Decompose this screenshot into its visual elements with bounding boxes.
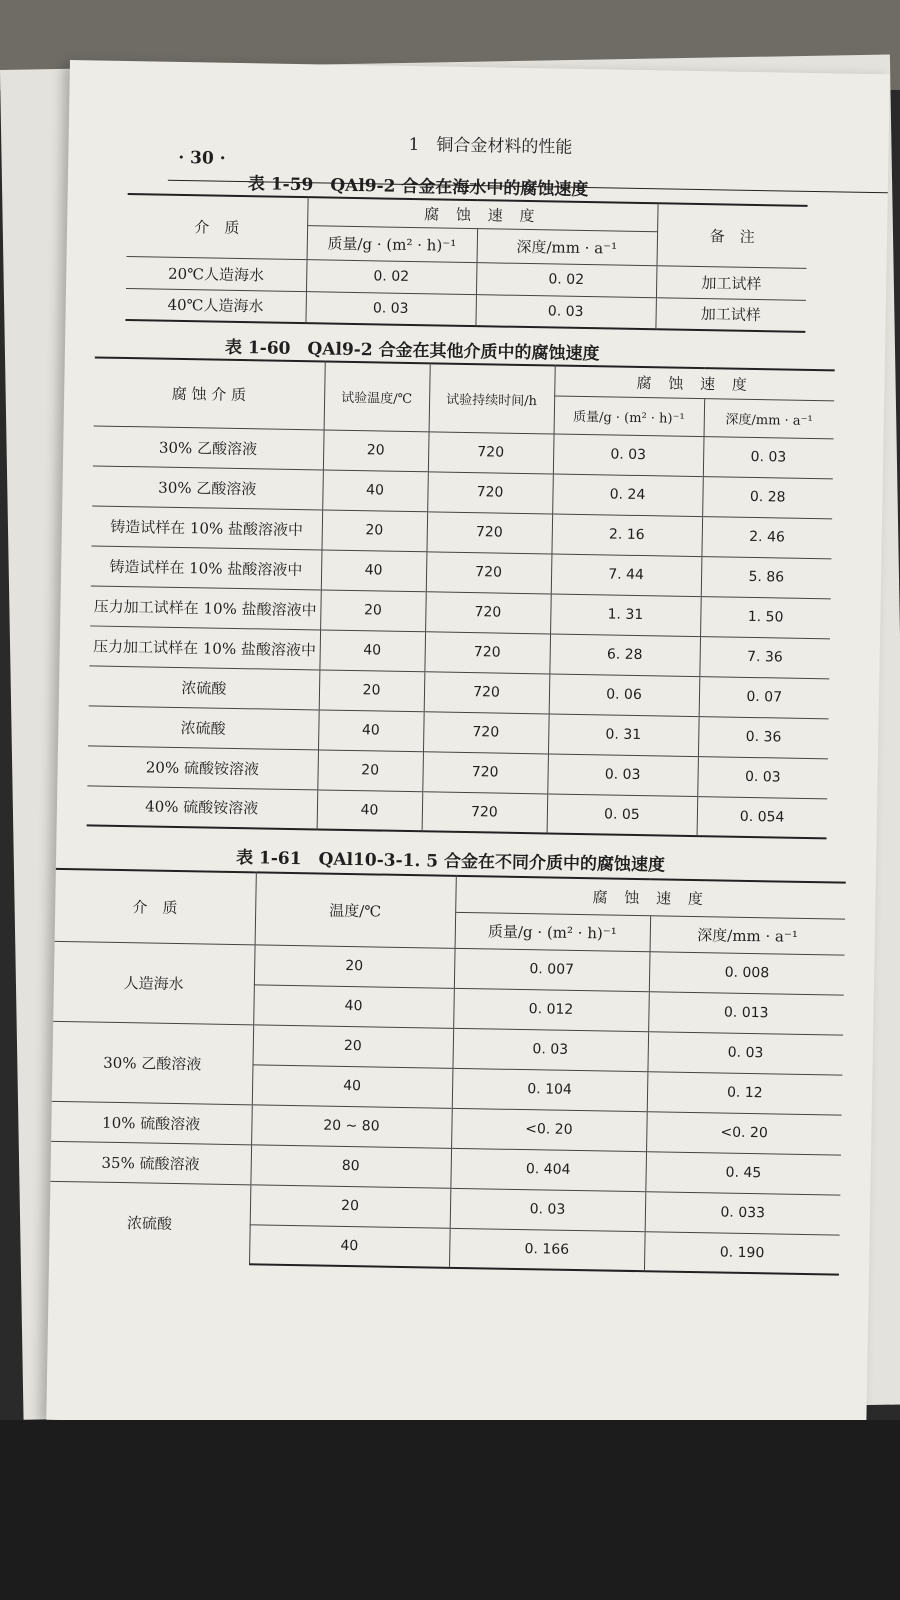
cell-depth: 0. 008 (649, 951, 845, 994)
cell-mass: 0. 31 (548, 713, 699, 756)
cell-duration: 720 (426, 551, 552, 593)
cell-temperature: 20 (321, 509, 427, 551)
cell-duration: 720 (424, 631, 550, 673)
header-corrosion-rate: 腐 蚀 速 度 (455, 876, 846, 919)
header-medium: 腐 蚀 介 质 (94, 357, 325, 429)
cell-medium: 35% 硫酸溶液 (50, 1141, 251, 1184)
header-corrosion-rate: 腐 蚀 速 度 (307, 197, 657, 231)
book-page (46, 60, 890, 1434)
cell-duration: 720 (424, 671, 550, 713)
header-depth: 深度/mm · a⁻¹ (477, 228, 658, 265)
cell-depth: 0. 054 (697, 796, 828, 838)
cell-duration: 720 (423, 711, 549, 753)
cell-temperature: 80 (250, 1144, 451, 1187)
cell-mass: 0. 05 (547, 793, 698, 836)
cell-medium: 30% 乙酸溶液 (92, 465, 323, 509)
cell-mass: 0. 012 (453, 988, 649, 1031)
cell-temperature: 40 (253, 984, 454, 1027)
cell-mass: 6. 28 (549, 633, 700, 676)
cell-medium: 压力加工试样在 10% 盐酸溶液中 (90, 585, 321, 629)
cell-medium: 浓硫酸 (89, 665, 320, 709)
cell-mass: 7. 44 (551, 553, 702, 596)
header-depth: 深度/mm · a⁻¹ (704, 398, 835, 438)
cell-depth: 0. 28 (702, 476, 833, 518)
cell-depth: 0. 190 (644, 1231, 840, 1274)
table-61-body (49, 941, 844, 1275)
cell-medium: 浓硫酸 (88, 705, 319, 749)
cell-depth: <0. 20 (646, 1111, 842, 1154)
cell-depth: 0. 033 (645, 1191, 841, 1234)
page-number: · 30 · (178, 147, 226, 169)
cell-temperature: 40 (317, 789, 423, 831)
table-61 (49, 868, 846, 1276)
cell-depth: 0. 03 (647, 1031, 843, 1074)
cell-medium: 10% 硫酸溶液 (51, 1101, 252, 1144)
cell-depth: 0. 03 (475, 294, 656, 329)
header-medium: 介 质 (127, 194, 308, 259)
cell-medium: 30% 乙酸溶液 (52, 1021, 253, 1104)
cell-temperature: 40 (249, 1224, 450, 1267)
cell-duration: 720 (422, 751, 548, 793)
table-60-body (87, 425, 834, 838)
cell-depth: 0. 45 (645, 1151, 841, 1194)
cell-medium: 压力加工试样在 10% 盐酸溶液中 (89, 625, 320, 669)
header-mass: 质量/g · (m² · h)⁻¹ (554, 396, 705, 437)
cell-mass: 0. 03 (452, 1028, 648, 1071)
header-medium: 介 质 (55, 869, 256, 944)
cell-depth: 2. 46 (701, 516, 832, 558)
cell-depth: 0. 36 (698, 716, 829, 758)
cell-depth: 0. 03 (697, 756, 828, 798)
cell-depth: 5. 86 (701, 556, 832, 598)
cell-temperature: 20 (319, 669, 425, 711)
cell-duration: 720 (426, 511, 552, 553)
cell-mass: 0. 06 (549, 673, 700, 716)
cell-medium: 40% 硫酸铵溶液 (87, 785, 318, 829)
cell-mass: 0. 02 (306, 259, 477, 294)
running-head: 1 铜合金材料的性能 (408, 134, 573, 158)
cell-remark: 加工试样 (656, 265, 807, 300)
table-60 (87, 356, 835, 839)
cell-duration: 720 (428, 431, 554, 473)
header-depth: 深度/mm · a⁻¹ (650, 915, 846, 954)
cell-remark: 加工试样 (655, 297, 806, 332)
cell-temperature: 20 (320, 589, 426, 631)
cell-mass: 0. 03 (553, 433, 704, 476)
cell-temperature: 40 (321, 549, 427, 591)
table-59-title: 表 1-59 QAl9-2 合金在海水中的腐蚀速度 (247, 174, 589, 201)
table-60-title: 表 1-60 QAl9-2 合金在其他介质中的腐蚀速度 (224, 337, 600, 365)
cell-medium: 浓硫酸 (49, 1181, 250, 1264)
cell-depth: 0. 03 (703, 436, 834, 478)
cell-temperature: 40 (318, 709, 424, 751)
cell-depth: 1. 50 (700, 596, 831, 638)
cell-depth: 0. 02 (476, 262, 657, 297)
header-temperature: 试验温度/℃ (324, 361, 430, 431)
cell-temperature: 20 (252, 1024, 453, 1067)
cell-medium: 铸造试样在 10% 盐酸溶液中 (91, 545, 322, 589)
cell-medium: 20℃人造海水 (126, 256, 307, 291)
cell-depth: 0. 12 (647, 1071, 843, 1114)
cell-temperature: 20 (317, 749, 423, 791)
header-temperature: 温度/℃ (255, 872, 456, 947)
header-mass: 质量/g · (m² · h)⁻¹ (307, 225, 478, 262)
cell-mass: 0. 03 (305, 291, 476, 326)
header-corrosion-rate: 腐 蚀 速 度 (554, 366, 834, 401)
cell-medium: 30% 乙酸溶液 (93, 425, 324, 469)
cell-mass: 0. 24 (552, 473, 703, 516)
cell-mass: 0. 03 (450, 1188, 646, 1231)
table-61-title: 表 1-61 QAl10-3-1. 5 合金在不同介质中的腐蚀速度 (235, 848, 666, 876)
cell-temperature: 40 (319, 629, 425, 671)
cell-mass: 0. 404 (450, 1148, 646, 1191)
cell-depth: 0. 013 (648, 991, 844, 1034)
cell-medium: 人造海水 (53, 941, 254, 1024)
cell-duration: 720 (425, 591, 551, 633)
cell-temperature: 20 (323, 429, 429, 471)
cell-mass: 0. 166 (449, 1228, 645, 1271)
cell-temperature: 20 ~ 80 (251, 1104, 452, 1147)
cell-temperature: 20 (254, 944, 455, 987)
cell-mass: 2. 16 (551, 513, 702, 556)
cell-depth: 0. 07 (699, 676, 830, 718)
cell-mass: <0. 20 (451, 1108, 647, 1151)
cell-mass: 0. 007 (454, 948, 650, 991)
header-remark: 备 注 (657, 203, 808, 268)
cell-duration: 720 (427, 471, 553, 513)
cell-mass: 0. 104 (452, 1068, 648, 1111)
cell-medium: 铸造试样在 10% 盐酸溶液中 (92, 505, 323, 549)
header-mass: 质量/g · (m² · h)⁻¹ (455, 912, 651, 951)
cell-temperature: 40 (252, 1064, 453, 1107)
cell-depth: 7. 36 (699, 636, 830, 678)
cell-mass: 1. 31 (550, 593, 701, 636)
cell-temperature: 40 (322, 469, 428, 511)
cell-temperature: 20 (250, 1184, 451, 1227)
dark-surface (0, 1420, 900, 1600)
cell-medium: 40℃人造海水 (125, 288, 306, 323)
cell-medium: 20% 硫酸铵溶液 (87, 745, 318, 789)
table-59 (125, 193, 807, 333)
header-duration: 试验持续时间/h (429, 363, 555, 433)
cell-mass: 0. 03 (547, 753, 698, 796)
cell-duration: 720 (422, 791, 548, 833)
